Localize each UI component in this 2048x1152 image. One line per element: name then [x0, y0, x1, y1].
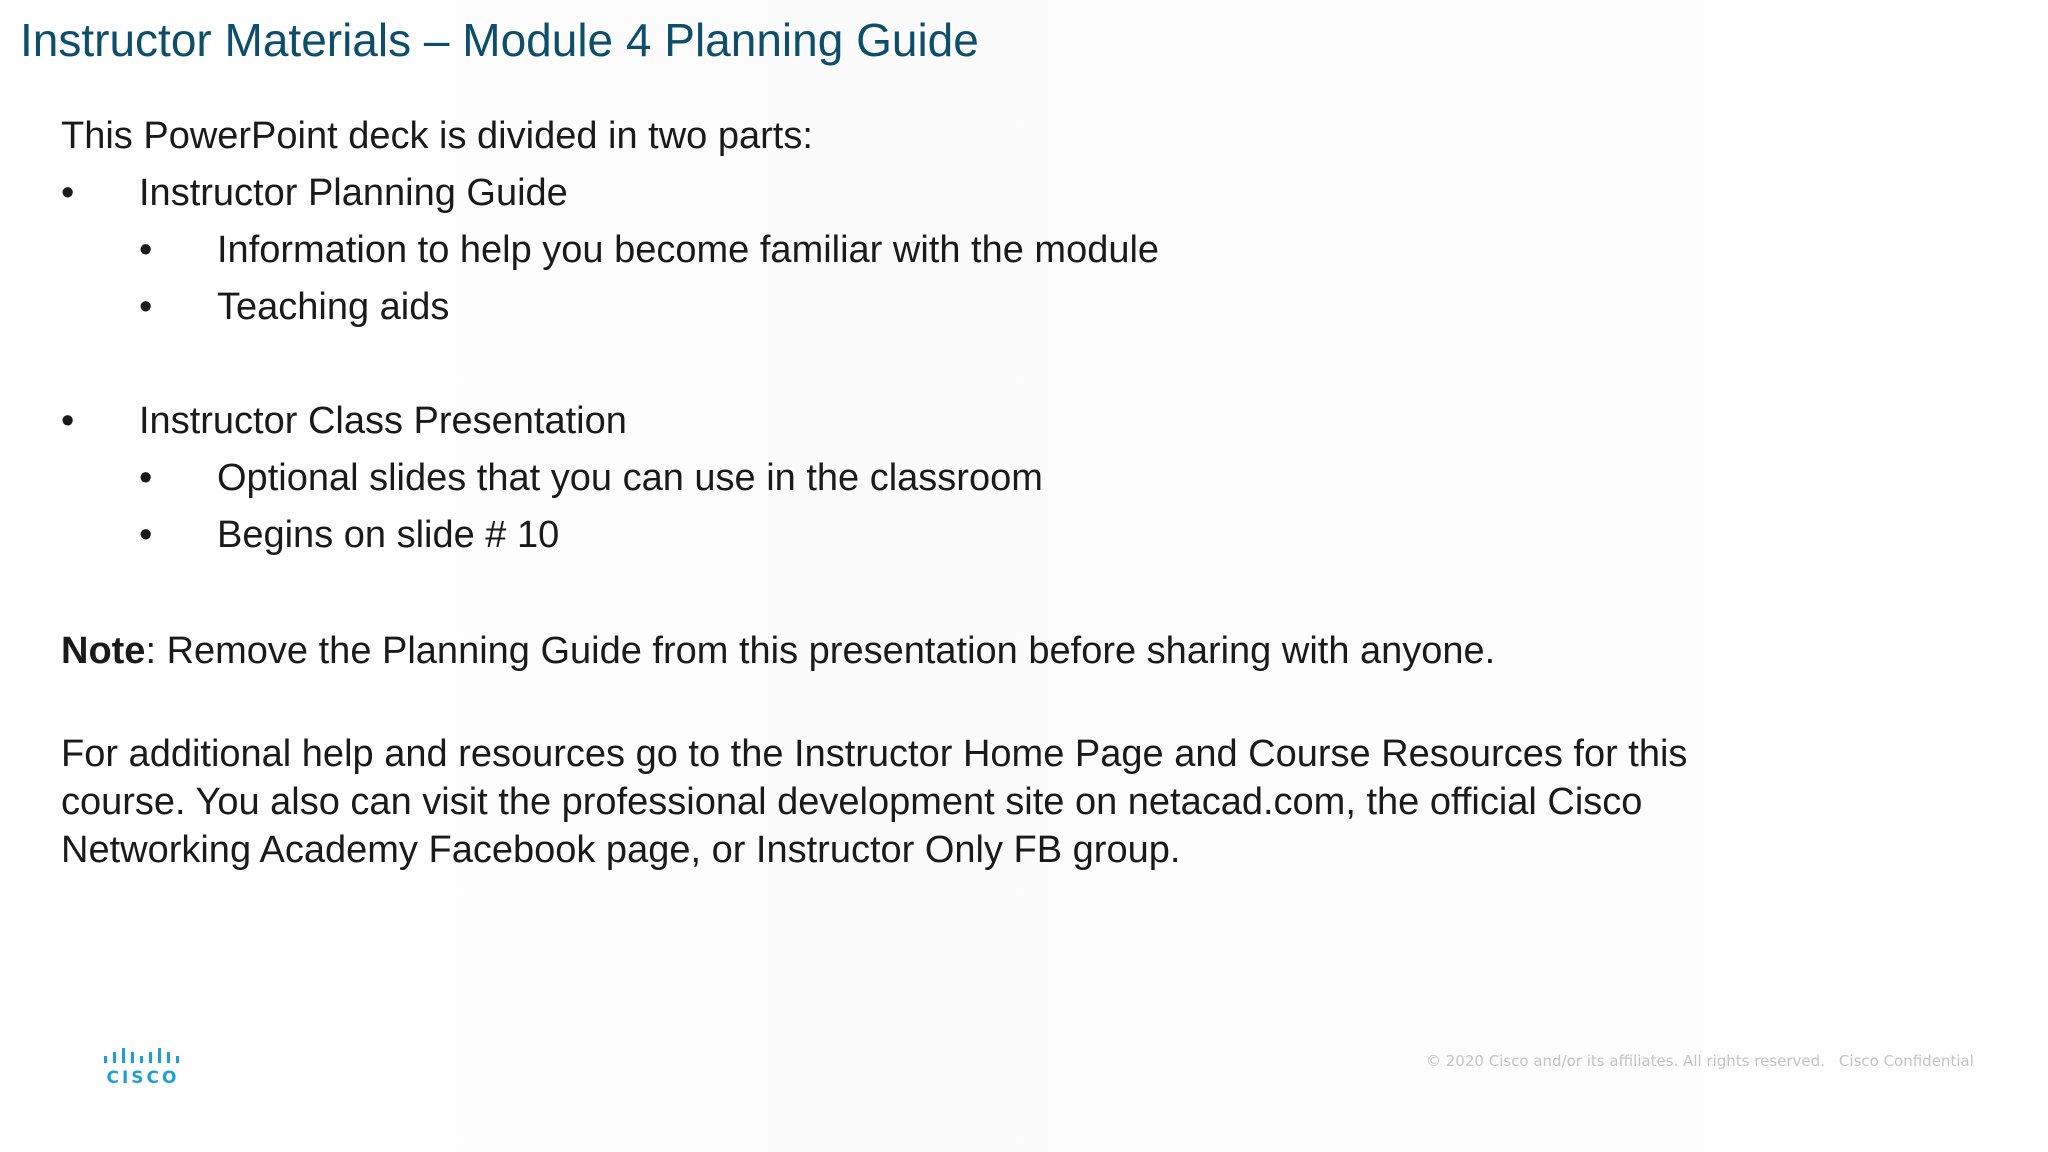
- copyright-footer: [1426, 1052, 1974, 1070]
- list-item: [61, 511, 1961, 568]
- list-item-text: Optional slides that you can use in the classroom: [217, 457, 1043, 499]
- section-planning-guide: [61, 169, 1961, 226]
- intro-text: This PowerPoint deck is divided in two parts:: [61, 115, 813, 157]
- bullet-icon: •: [61, 400, 75, 442]
- section-label: Instructor Class Presentation: [139, 400, 627, 442]
- cisco-logo: [100, 1046, 190, 1090]
- note-paragraph: [61, 627, 1495, 675]
- intro-line: [61, 112, 1961, 169]
- spacer: [61, 340, 1961, 397]
- list-item: [61, 283, 1961, 340]
- resources-line: Networking Academy Facebook page, or Instructor Only FB group.: [61, 829, 1181, 871]
- bullet-icon: •: [139, 229, 153, 271]
- slide-title: Instructor Materials – Module 4 Planning Guide: [20, 14, 979, 66]
- list-item-text: Teaching aids: [217, 286, 450, 328]
- slide-body: [61, 112, 1961, 871]
- copyright-text: © 2020 Cisco and/or its affiliates. All rights reserved.: [1426, 1052, 1825, 1070]
- bullet-icon: •: [61, 172, 75, 214]
- bullet-icon: •: [139, 286, 153, 328]
- list-item-text: Begins on slide # 10: [217, 514, 560, 556]
- bullet-icon: •: [139, 457, 153, 499]
- list-item-text: Information to help you become familiar with the module: [217, 229, 1160, 271]
- list-item: [61, 226, 1961, 283]
- list-item: [61, 454, 1961, 511]
- resources-line: course. You also can visit the professional development site on netacad.com, the official Cisco: [61, 781, 1643, 823]
- note-label: Note: [61, 630, 146, 672]
- bullet-icon: •: [139, 514, 153, 556]
- confidential-text: Cisco Confidential: [1838, 1052, 1974, 1070]
- cisco-logo-bars: [104, 1048, 179, 1063]
- cisco-logo-text: CISCO: [106, 1068, 180, 1088]
- resources-paragraph: [61, 730, 1861, 874]
- note-text: : Remove the Planning Guide from this presentation before sharing with anyone.: [145, 630, 1496, 672]
- section-class-presentation: [61, 397, 1961, 454]
- resources-line: For additional help and resources go to the Instructor Home Page and Course Resources for this: [61, 733, 1688, 775]
- section-label: Instructor Planning Guide: [139, 172, 568, 214]
